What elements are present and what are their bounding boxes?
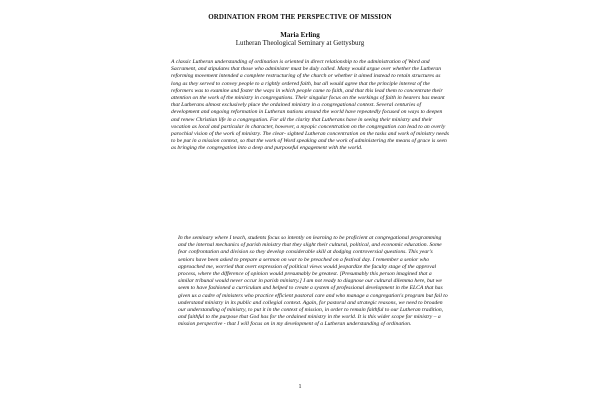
page-number: 1 [298,384,302,390]
body-paragraph: In the seminary where I teach, students focus so intently on learning to be proficient at congregational programming and the internal mechanics of parish ministry that they slight their cultural, political, and economic education. Some fear confrontation and division so they develop considerable skill at dodging controversial questions. This year's seniors have been asked to prepare a sermon on war to be preached on a festival day. I remember a senior who approached me, worried that overt expression of political views would jeopardize the faculty stage of the approval process, where the difference of opinion would presumably be greatest. [Presumably this person imagined that a similar tribunal would never occur in parish ministry.] I am not ready to diagnose our cultural dilemma here, but we seem to have fashioned a curriculum and helped to create a system of professional development in the ELCA that has given us a cadre of ministers who practice efficient pastoral care and who manage a congregation's program but fail to understand ministry in its public and collegial context. Again, for pastoral and strategic reasons, we need to broaden our understanding of ministry, to put it in the context of mission, in order to remain faithful to our Lutheran tradition, and faithful to the purpose that God has for the ordained ministry in the world. It is this wider scope for ministry – a mission perspective - that I will focus on in my development of a Lutheran understanding of ordination. [178,235,448,328]
author-name: Maria Erling [280,31,320,39]
abstract-paragraph: A classic Lutheran understanding of ordination is oriented in direct relationship to the administration of Word and Sacrament, and stipulates that those who administer must be duly called. Many would argue over whether the Lutheran reforming movement intended a complete restructuring of the church or whether it aimed instead to retain structures as long as they served to convey people to a rightly ordered faith, but all would agree that the principle interest of the reformers was to examine and foster the ways in which people came to faith, and that this lead them to concentrate their attention on the work of the ministry in congregations. Their singular focus on the workings of faith in hearers has meant that Lutherans almost exclusively place the ordained ministry in a congregational context. Several centuries of development and ongoing reformation in Lutheran nations around the world have repeatedly focused on ways to deepen and renew Christian life in a congregation. For all the clarity that Lutherans have in seeing their ministry and their vocation as local and particular in character, however, a myopic concentration on the congregation can lead to an overly parochial vision of the work of ministry. The clear- sighted Lutheran concentration on the tasks and work of ministry needs to be put in a mission context, so that the work of Word speaking and the work of administering the means of grace is seen as bringing the congregation into a deep and purposeful engagement with the world. [171,59,449,152]
paper-title: ORDINATION FROM THE PERSPECTIVE OF MISSION [208,13,392,21]
author-affiliation: Lutheran Theological Seminary at Gettysburg [235,39,365,47]
